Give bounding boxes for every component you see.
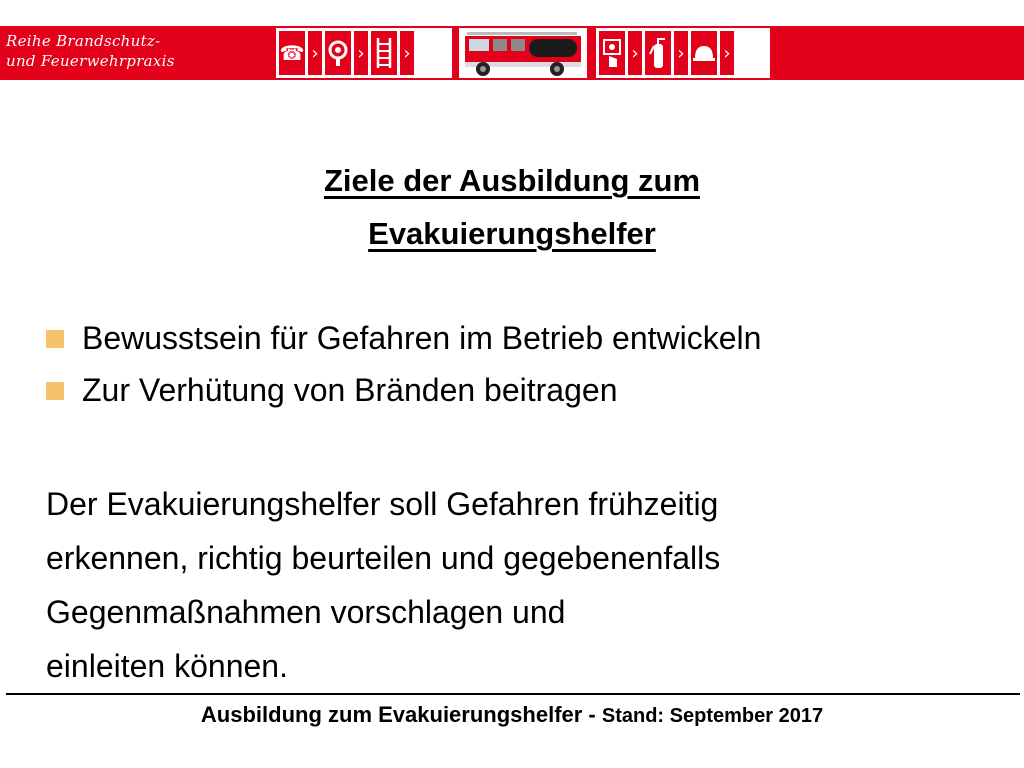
footer-divider <box>6 693 1020 695</box>
fire-truck-icon <box>459 28 587 78</box>
slide-title-line1: Ziele der Ausbildung zum <box>323 163 701 198</box>
arrow-icon: › <box>628 31 642 75</box>
fire-extinguisher-icon <box>645 31 671 75</box>
bullet-square-icon <box>46 330 64 348</box>
paragraph-line: einleiten können. <box>46 648 288 684</box>
footer-separator: - <box>582 702 602 727</box>
arrow-icon: › <box>308 31 322 75</box>
phone-icon: ☎ <box>279 31 305 75</box>
arrow-icon: › <box>720 31 734 75</box>
bullet-text: Zur Verhütung von Bränden beitragen <box>82 372 618 408</box>
series-title-line1: Reihe Brandschutz- <box>6 32 161 50</box>
paragraph-line: Gegenmaßnahmen vorschlagen und <box>46 594 566 630</box>
bullet-item <box>46 372 617 409</box>
footer <box>0 702 1024 728</box>
slide-title-line2: Evakuierungshelfer <box>368 216 656 251</box>
pictogram-strip-center <box>459 28 587 78</box>
series-title-line2: und Feuerwehrpraxis <box>6 52 175 70</box>
arrow-icon: › <box>674 31 688 75</box>
paragraph-line: Der Evakuierungshelfer soll Gefahren frühzeitig <box>46 486 719 522</box>
bullet-text: Bewusstsein für Gefahren im Betrieb entwickeln <box>82 320 762 356</box>
fire-hose-icon <box>325 31 351 75</box>
fire-ladder-icon <box>371 31 397 75</box>
fire-helmet-icon <box>691 31 717 75</box>
footer-stand: Stand: September 2017 <box>601 705 824 727</box>
paragraph-line: erkennen, richtig beurteilen und gegebenenfalls <box>46 540 721 576</box>
fire-alarm-button-icon <box>599 31 625 75</box>
footer-title: Ausbildung zum Evakuierungshelfer <box>200 702 583 727</box>
pictogram-strip-right <box>596 28 770 78</box>
header-banner <box>0 26 1024 80</box>
series-title <box>6 31 175 71</box>
bullet-square-icon <box>46 382 64 400</box>
body-paragraph <box>46 477 1006 693</box>
arrow-icon: › <box>400 31 414 75</box>
bullet-item <box>46 320 761 357</box>
pictogram-strip-left <box>276 28 452 78</box>
arrow-icon: › <box>354 31 368 75</box>
